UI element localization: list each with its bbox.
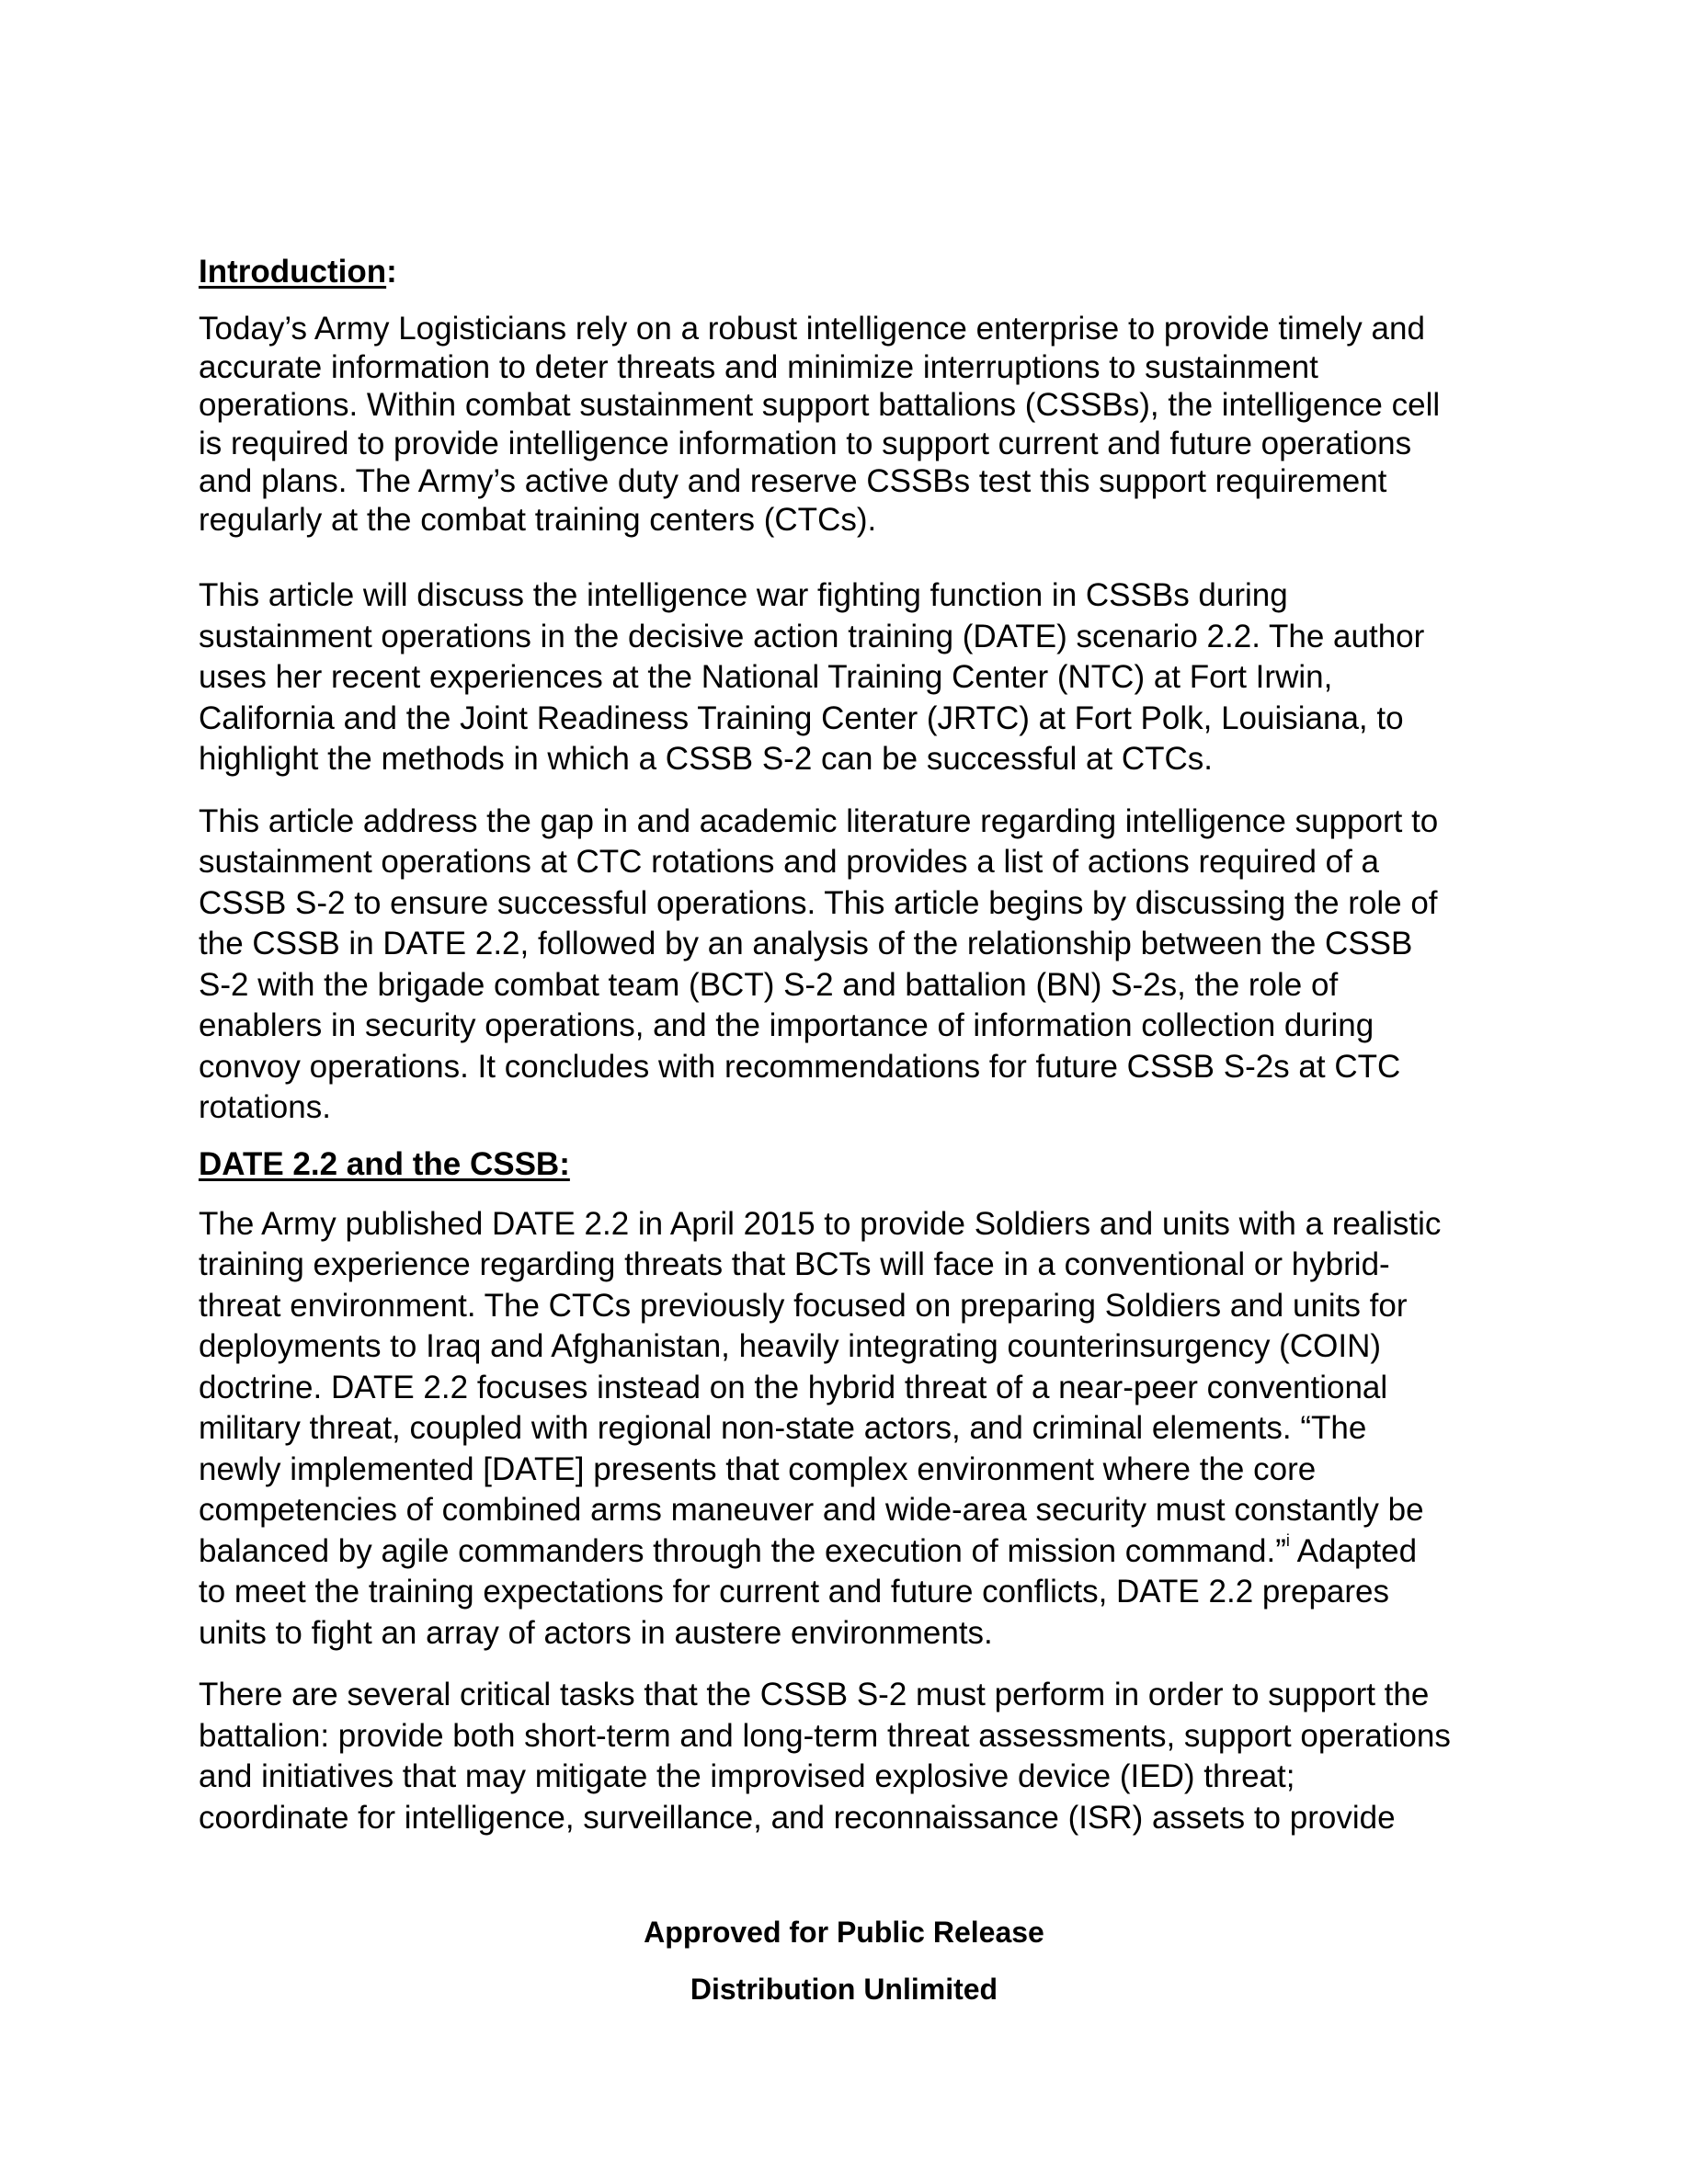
footer-distribution-line: Distribution Unlimited: [690, 1973, 998, 2006]
intro-paragraph-2: This article will discuss the intelligence war fighting function in CSSBs during sustainment operations in the decisive action training (DATE) scenario 2.2. The author uses her recent experiences at the National Training Center (NTC) at Fort Irwin, California and the Joint Readiness Training Center (JRTC) at Fort Polk, Louisiana, to highlight the methods in which a CSSB S-2 can be successful at CTCs.: [199, 577, 1425, 777]
intro-paragraph-1: Today’s Army Logisticians rely on a robust intelligence enterprise to provide timely and accurate information to deter threats and minimize interruptions to sustainment operations. Within combat sustainment support battalions (CSSBs), the intelligence cell is required to provide intelligence information to support current and future operations and plans. The Army’s active duty and reserve CSSBs test this support requirement regularly at the combat training centers (CTCs).: [199, 311, 1441, 538]
date-paragraph-1: [199, 1204, 1504, 1655]
footer-approval-line: Approved for Public Release: [644, 1916, 1044, 1949]
document-page: [199, 248, 1504, 1838]
endnote-marker: i: [1285, 1530, 1290, 1550]
date-paragraph-2: There are several critical tasks that the CSSB S-2 must perform in order to support the battalion: provide both short-term and long-term threat assessments, support operations and initiatives that may mitigate the improvised explosive device (IED) threat; coordinate for intelligence, surveillance, and reconnaissance (ISR) assets to provide: [199, 1677, 1451, 1836]
date-section-heading: [199, 1144, 1504, 1185]
date-paragraph-1-tail: Adapted to meet the training expectations for current and future conflicts, DATE 2.2 prepares units to fight an array of actors in austere environments.: [199, 1532, 1418, 1651]
introduction-heading-text: Introduction: [199, 254, 387, 290]
date-paragraph-1-main: The Army published DATE 2.2 in April 2015 to provide Soldiers and units with a realistic training experience regarding threats that BCTs will face in a conventional or hybrid- threat environment. The CTCs previously focused on preparing Soldiers and units for deployments to Iraq and Afghanistan, heavily integrating counterinsurgency (COIN) doctrine. DATE 2.2 focuses instead on the hybrid threat of a near-peer conventional military threat, coupled with regional non-state actors, and criminal elements. “The newly implemented [DATE] presents that complex environment where the core competencies of combined arms maneuver and wide-area security must constantly be balanced by agile commanders through the execution of mission command.”: [199, 1205, 1442, 1569]
introduction-heading-colon: :: [386, 254, 397, 290]
introduction-heading: [199, 252, 1504, 292]
date-section-heading-text: DATE 2.2 and the CSSB:: [199, 1145, 570, 1182]
intro-paragraph-3: This article address the gap in and academic literature regarding intelligence support to sustainment operations at CTC rotations and provides a list of actions required of a CSSB S-2 to ensure successful operations. This article begins by discussing the role of the CSSB in DATE 2.2, followed by an analysis of the relationship between the CSSB S-2 with the brigade combat team (BCT) S-2 and battalion (BN) S-2s, the role of enablers in security operations, and the importance of information collection during convoy operations. It concludes with recommendations for future CSSB S-2s at CTC rotations.: [199, 802, 1439, 1125]
